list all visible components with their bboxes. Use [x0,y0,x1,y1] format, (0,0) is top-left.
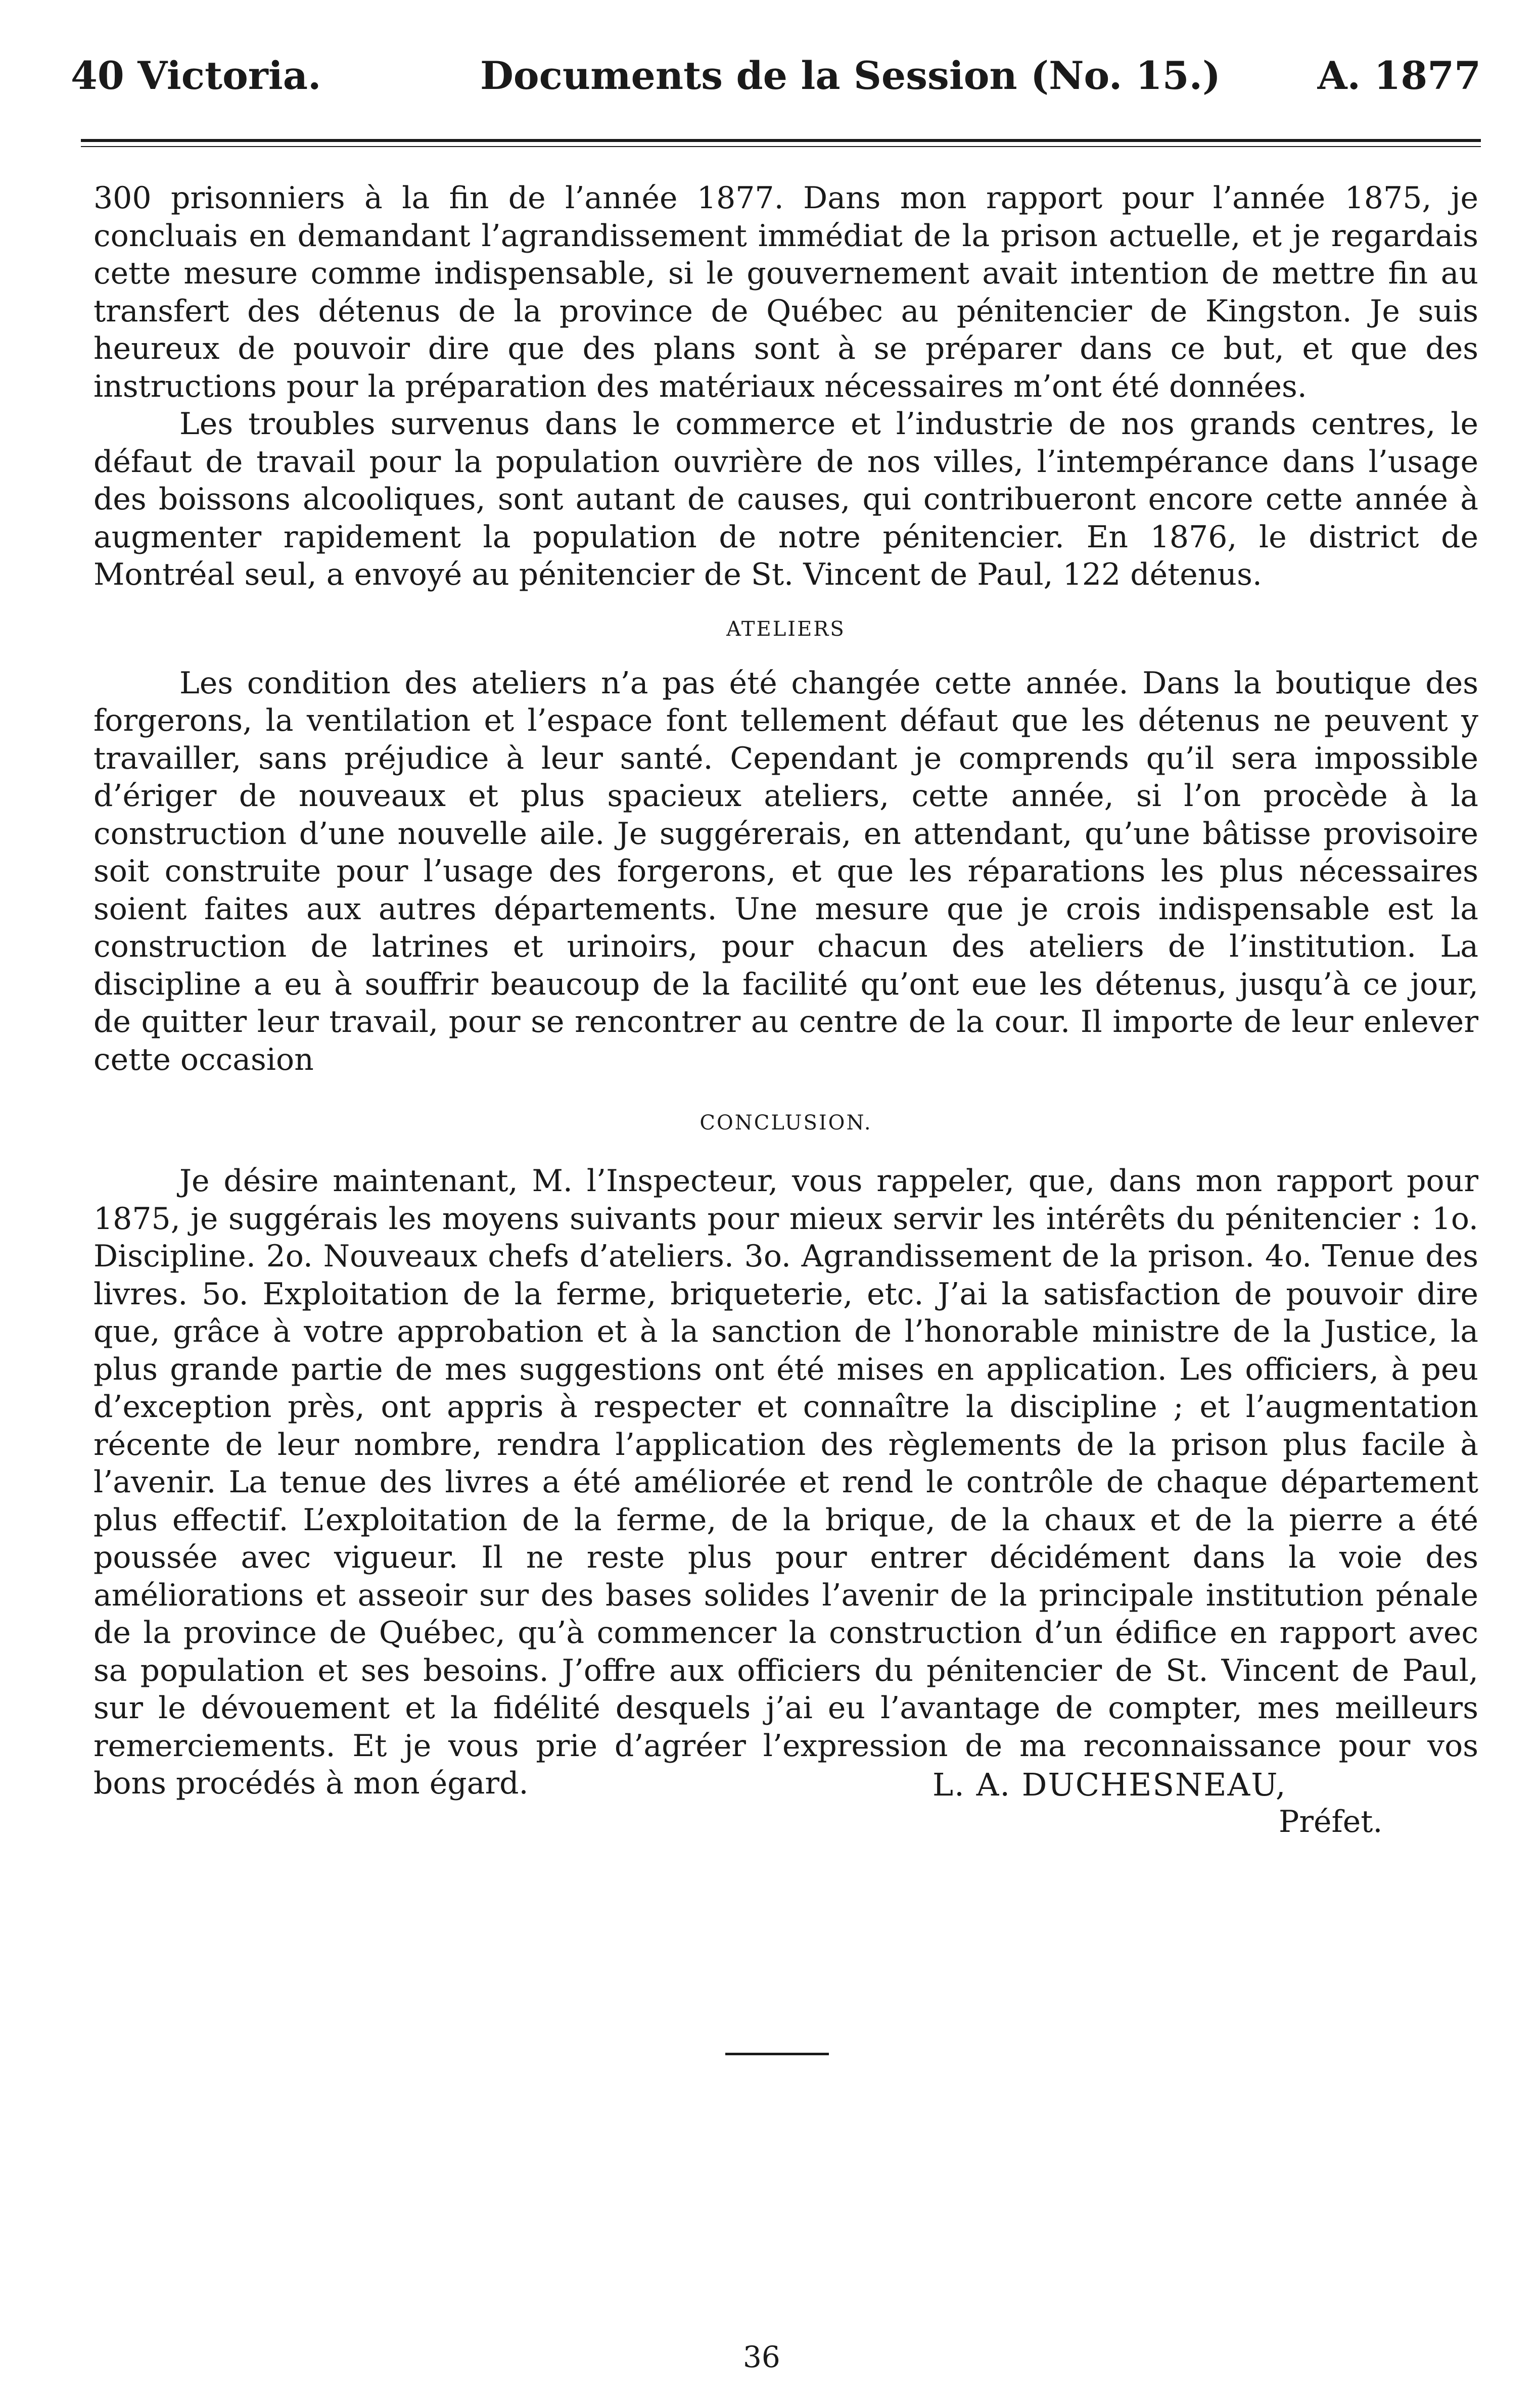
running-head-volume: 40 Victoria. [71,53,321,98]
intro-paragraph-1: 300 prisonniers à la fin de l’année 1877. Dans mon rapport pour l’année 1875, je concluais en demandant l’agrandissement immédiat de la prison actuelle, et je regardais cette mesure comme indispensable, si le gouvernement avait intention de mettre fin au transfert des détenus de la province de Québec au pénitencier de Kingston. Je suis heureux de pouvoir dire que des plans sont à se préparer dans ce but, et que des instructions pour la préparation des matériaux nécessaires m’ont été données. [94,180,1478,404]
body-text [94,179,1478,1803]
signature-name: L. A. DUCHESNEAU, [932,1766,1287,1803]
conclusion-paragraph: Je désire maintenant, M. l’Inspecteur, vous rappeler, que, dans mon rapport pour 1875, je suggérais les moyens suivants pour mieux servir les intérêts du pénitencier : 1o. Discipline. 2o. Nouveaux chefs d’ateliers. 3o. Agrandissement de la prison. 4o. Tenue des livres. 5o. Exploitation de la ferme, briqueterie, etc. J’ai la satisfaction de pouvoir dire que, grâce à votre approbation et à la sanction de l’honorable ministre de la Justice, la plus grande partie de mes suggestions ont été mises en application. Les officiers, à peu d’exception près, ont appris à respecter et connaître la discipline ; et l’augmentation récente de leur nombre, rendra l’application des règlements de la prison plus facile à l’avenir. La tenue des livres a été améliorée et rend le contrôle de chaque département plus effectif. L’exploitation de la ferme, de la brique, de la chaux et de la pierre a été poussée avec vigueur. Il ne reste plus pour entrer décidément dans la voie des améliorations et asseoir sur des bases solides l’avenir de la principale institution pénale de la province de Québec, qu’à commencer la construction d’un édifice en rapport avec sa population et ses besoins. J’offre aux officiers du pénitencier de St. Vincent de Paul, sur le dévouement et la fidélité desquels j’ai eu l’avantage de compter, mes meilleurs remerciements. Et je vous prie d’agréer l’expression de ma reconnaissance pour vos bons procédés à mon égard. [94,1163,1478,1801]
header-rule-thick [81,139,1481,142]
ateliers-paragraph: Les condition des ateliers n’a pas été changée cette année. Dans la boutique des forgerons, la ventilation et l’espace font tellement défaut que les détenus ne peuvent y travailler, sans préjudice à leur santé. Cependant je comprends qu’il sera impossible d’ériger de nouveaux et plus spacieux ateliers, cette année, si l’on procède à la construction d’une nouvelle aile. Je suggérerais, en attendant, qu’une bâtisse provisoire soit construite pour l’usage des forgerons, et que les réparations les plus nécessaires soient faites aux autres départements. Une mesure que je crois indispensable est la construction de latrines et urinoirs, pour chacun des ateliers de l’institution. La discipline a eu à souffrir beaucoup de la facilité qu’ont eue les détenus, jusqu’à ce jour, de quitter leur travail, pour se rencontrer au centre de la cour. Il importe de leur enlever cette occasion [94,665,1478,1077]
running-head-title: Documents de la Session (No. 15.) [480,53,1221,98]
section-heading-conclusion: CONCLUSION. [699,1111,872,1135]
header-rule-thin [81,146,1481,147]
page-number: 36 [743,2340,780,2374]
intro-paragraph-2: Les troubles survenus dans le commerce et l’industrie de nos grands centres, le défaut de travail pour la population ouvrière de nos villes, l’intempérance dans l’usage des boissons alcooliques, sont autant de causes, qui contribueront encore cette année à augmenter rapidement la population de notre pénitencier. En 1876, le district de Montréal seul, a envoyé au pénitencier de St. Vincent de Paul, 122 détenus. [94,406,1478,592]
header-rule [81,139,1481,147]
running-head [71,48,1481,104]
section-heading-ateliers: ATELIERS [726,617,846,641]
signature-title: Préfet. [1279,1804,1383,1839]
running-head-year: A. 1877 [1317,53,1481,98]
end-rule [725,2053,829,2055]
